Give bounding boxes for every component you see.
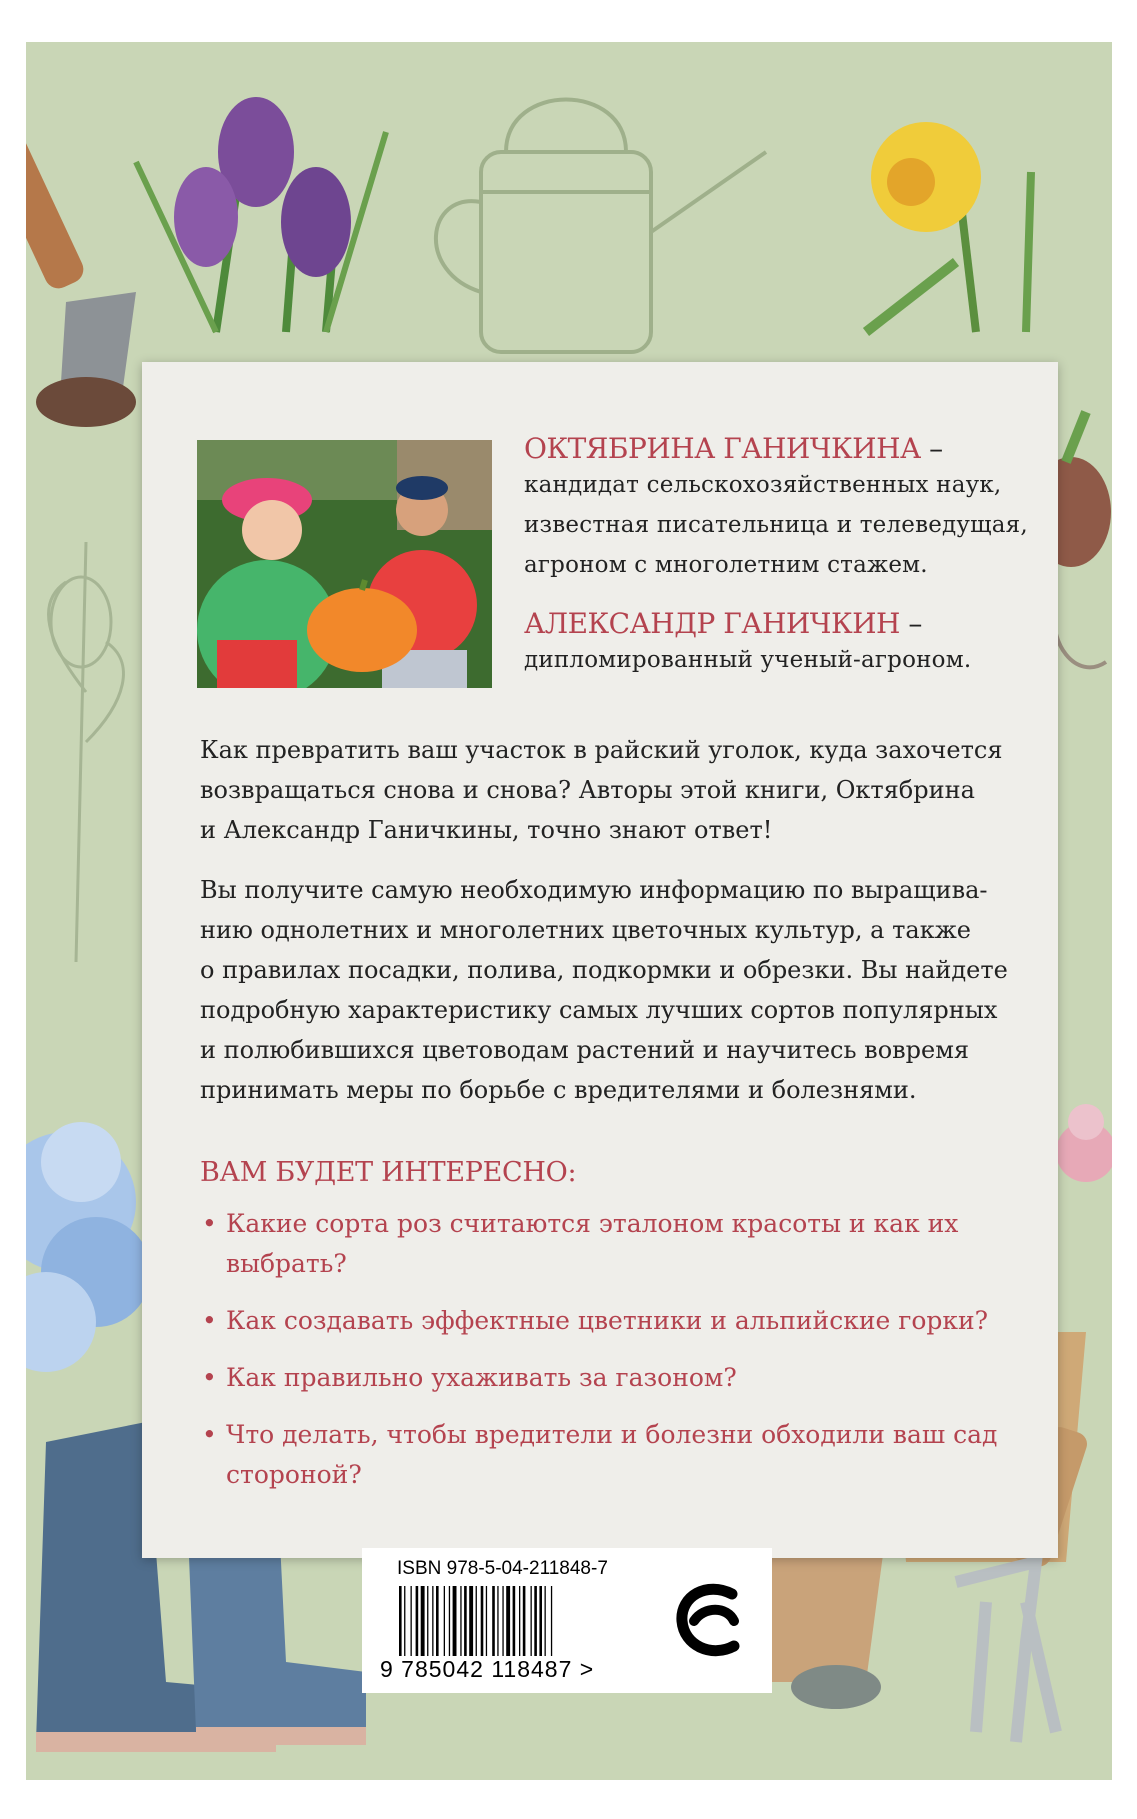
paragraph-line: о правилах посадки, полива, подкормки и обрезки. Вы найдете [200,956,1008,984]
author-dash: – [920,432,943,465]
barcode-bar [453,1586,457,1656]
list-item-line: выбрать? [226,1249,347,1278]
barcode-bar [545,1586,546,1656]
paragraph-line: и Александр Ганичкины, точно знают ответ! [200,816,773,844]
barcode-bar [481,1586,484,1656]
list-item-line: стороной? [226,1460,362,1489]
barcode-bar [497,1586,498,1656]
info-card [142,362,1058,1558]
barcode-bar [476,1586,477,1656]
author-name: ОКТЯБРИНА ГАНИЧКИНА [524,432,921,465]
paragraph-line: и полюбившихся цветоводам растений и научитесь вовремя [200,1036,970,1064]
list-item [200,1415,1000,1495]
barcode-bar [534,1586,537,1656]
barcode-bar [486,1586,487,1656]
barcode-bar [531,1586,532,1656]
author-name: АЛЕКСАНДР ГАНИЧКИН [524,607,900,640]
barcode-bar [513,1586,516,1656]
list-item [200,1301,1000,1341]
barcode-bar [506,1586,510,1656]
authors-photo-illustration [197,440,492,688]
barcode-bar [411,1586,412,1656]
barcode-bar [427,1586,428,1656]
crocus-illustration [136,97,386,332]
barcode-bars [397,1586,627,1656]
barcode-bar [449,1586,450,1656]
trowel-illustration [26,131,136,427]
bullet-icon: • [202,1363,217,1392]
barcode-bar [519,1586,520,1656]
barcode-bar [502,1586,503,1656]
barcode-bar [416,1586,419,1656]
book-back-cover [26,42,1112,1780]
watering-can-illustration [436,100,766,353]
author-bio-line: известная писательница и телеведущая, [524,512,1028,538]
intro-paragraph [200,730,1030,850]
description-paragraph [200,870,1030,1110]
author-dash: – [899,607,922,640]
barcode-bar [421,1586,425,1656]
list-item-line: Как создавать эффектные цветники и альпийские горки? [226,1306,989,1335]
isbn-text: ISBN 978-5-04-211848-7 [397,1558,608,1579]
paragraph-line: подробную характеристику самых лучших сортов популярных [200,996,998,1024]
barcode-bar [404,1586,405,1656]
barcode-bar [523,1586,526,1656]
barcode-bar [539,1586,542,1656]
pink-flower-illustration [1056,1104,1112,1182]
hydrangea-illustration [26,1122,151,1372]
barcode-bar [432,1586,433,1656]
author-bio-1 [524,432,1044,585]
barcode-bar [551,1586,552,1656]
bullet-icon: • [202,1209,217,1238]
barcode-panel [362,1548,772,1693]
barcode-bar [492,1586,495,1656]
list-item-line: Что делать, чтобы вредители и болезни обходили ваш сад [226,1420,998,1449]
paragraph-line: Как превратить ваш участок в райский уголок, куда захочется [200,736,1003,764]
author-bio-line: дипломированный ученый-агроном. [524,647,972,673]
barcode-bar [436,1586,439,1656]
paragraph-line: возвращаться снова и снова? Авторы этой книги, Октябрина [200,776,975,804]
paragraph-line: принимать меры по борьбе с вредителями и болезнями. [200,1076,917,1104]
paragraph-line: нию однолетних и многолетних цветочных культур, а также [200,916,971,944]
list-item [200,1358,1000,1398]
authors-photo [197,440,492,688]
barcode-bar [464,1586,467,1656]
author-bio-line: агроном с многолетним стажем. [524,552,928,578]
paragraph-line: Вы получите самую необходимую информацию по выращива- [200,876,988,904]
authors-bio [524,432,1044,680]
list-item [200,1204,1000,1284]
list-item-line: Какие сорта роз считаются эталоном красоты и как их [226,1209,959,1238]
author-bio-2 [524,607,1044,680]
barcode-bar [460,1586,461,1656]
barcode-bar [399,1586,402,1656]
barcode-bar [469,1586,473,1656]
interest-heading: ВАМ БУДЕТ ИНТЕРЕСНО: [200,1157,577,1188]
barcode-digits: 9 785042 118487 > [380,1656,595,1682]
barcode-bar [444,1586,445,1656]
botanical-sketch-left [49,542,124,962]
list-item-line: Как правильно ухаживать за газоном? [226,1363,737,1392]
publisher-logo-icon [672,1576,752,1666]
bullet-icon: • [202,1420,217,1449]
author-bio-line: кандидат сельскохозяйственных наук, [524,472,1002,498]
bullet-icon: • [202,1306,217,1335]
interest-list [200,1204,1000,1512]
daffodil-illustration [866,122,1031,332]
